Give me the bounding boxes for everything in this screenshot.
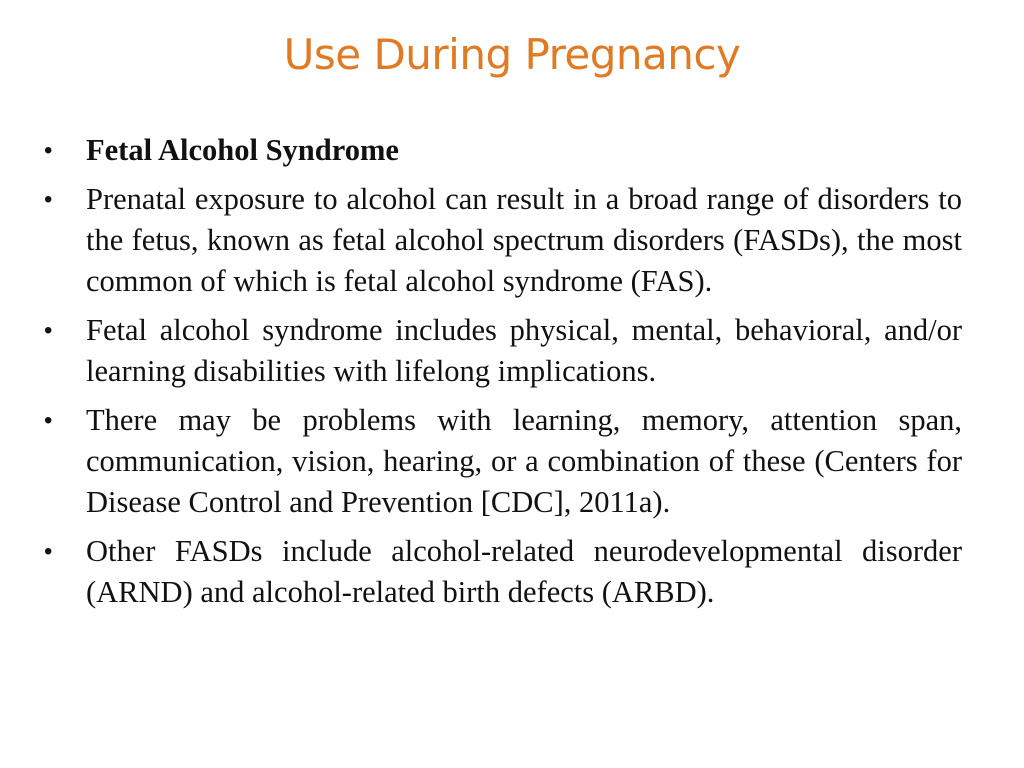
bullet-item-1 xyxy=(44,130,962,171)
bullet-list xyxy=(44,130,962,621)
bullet-dot: • xyxy=(44,538,53,565)
bullet-dot: • xyxy=(44,186,53,213)
bullet-dot: • xyxy=(44,407,53,434)
bullet-text: There may be problems with learning, memory, attention span, communication, vision, hearing, or a combination of these (Centers for Disease Control and Prevention [CDC], 2011a). xyxy=(86,403,962,519)
bullet-text: Fetal alcohol syndrome includes physical, mental, behavioral, and/or learning disabilities with lifelong implications. xyxy=(86,313,962,388)
bullet-item-2 xyxy=(44,179,962,302)
bullet-text: Fetal Alcohol Syndrome xyxy=(86,133,399,167)
bullet-item-5 xyxy=(44,531,962,613)
bullet-item-4 xyxy=(44,400,962,523)
bullet-dot: • xyxy=(44,137,53,164)
bullet-item-3 xyxy=(44,310,962,392)
bullet-text: Prenatal exposure to alcohol can result in a broad range of disorders to the fetus, known as fetal alcohol spectrum disorders (FASDs), the most common of which is fetal alcohol syndrome (FAS). xyxy=(86,182,962,298)
bullet-text: Other FASDs include alcohol-related neurodevelopmental disorder (ARND) and alcohol-related birth defects (ARBD). xyxy=(86,534,962,609)
bullet-dot: • xyxy=(44,317,53,344)
slide-title: Use During Pregnancy xyxy=(283,30,741,79)
